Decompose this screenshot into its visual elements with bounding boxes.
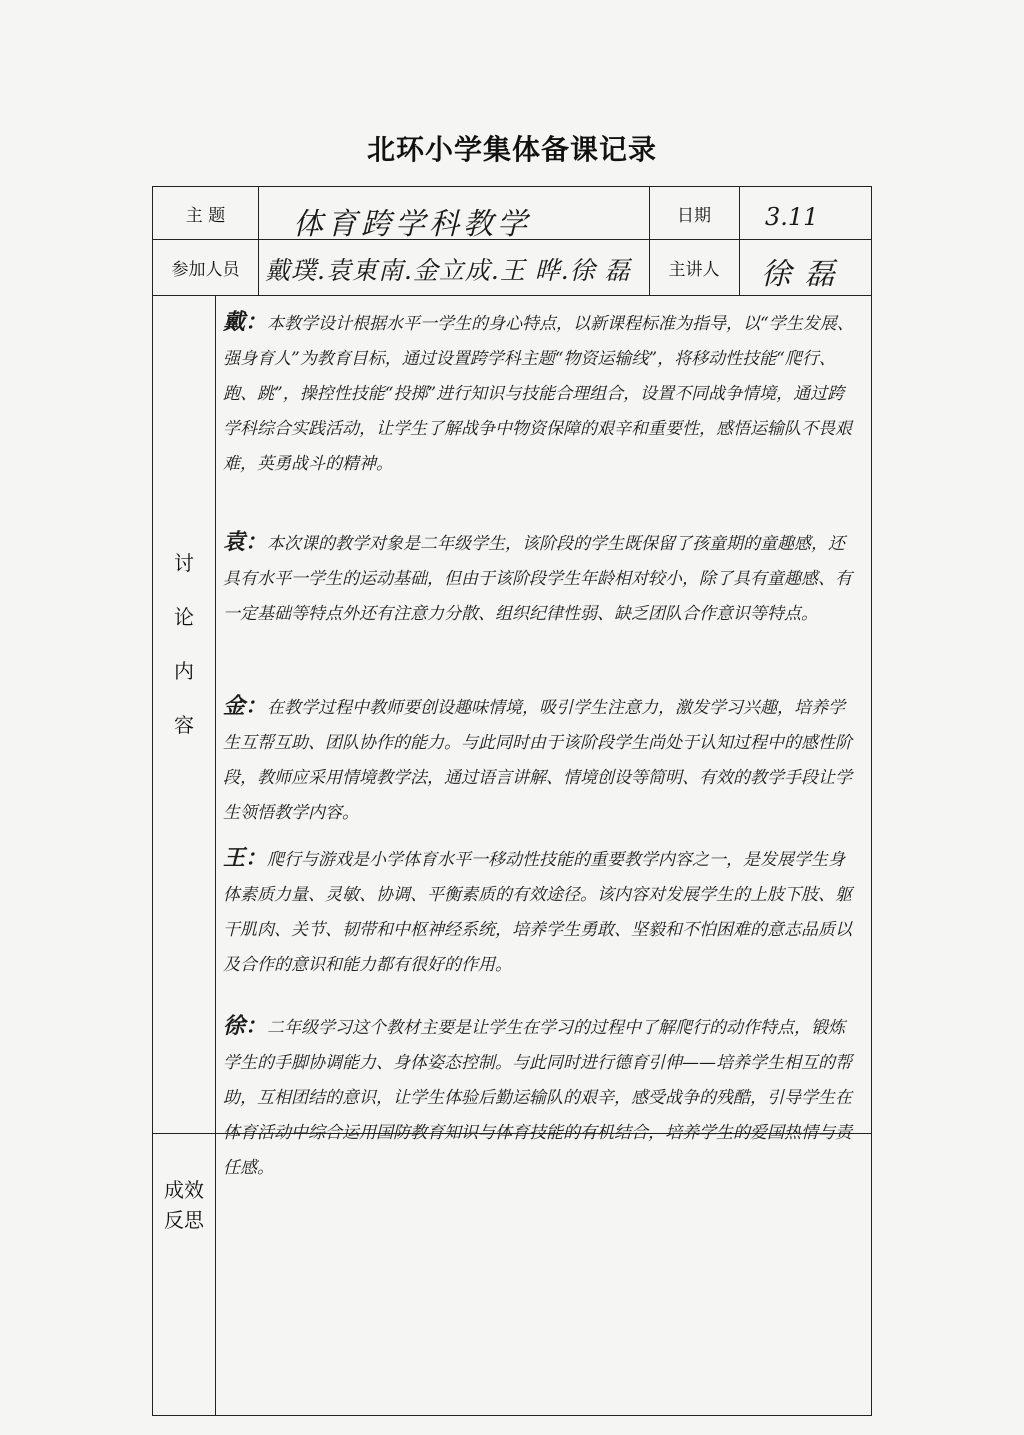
topic-value: 体育跨学科教学 [293,207,531,242]
topic-label: 主 题 [185,205,226,226]
column-divider [739,187,740,295]
date-label: 日期 [677,205,711,226]
discussion-text: 本教学设计根据水平一学生的身心特点，以新课程标准为指导，以“学生发展、强身育人”为教育目标，通过设置跨学科主题“物资运输线”，将移动性技能“爬行、跑、跳”，操控性技能“投掷”进行知识与技能合理组合，设置不同战争情境，通过跨学科综合实践活动，让学生了解战争中物资保障的艰辛和重要性，感悟运输队不畏艰难，英勇战斗的精神。 [223,314,854,474]
lesson-record-form [152,186,872,1416]
participants-label: 参加人员 [171,259,240,280]
reflection-label-line: 反思 [164,1208,204,1232]
reflection-label-line: 成效 [164,1178,204,1202]
speaker-name: 徐： [223,1013,268,1039]
discussion-label [153,547,215,763]
row-divider [153,295,871,296]
discussion-text: 二年级学习这个教材主要是让学生在学习的过程中了解爬行的动作特点，锻炼学生的手脚协调能力、身体姿态控制。与此同时进行德育引伸——培养学生相互的帮助，互相团结的意识，让学生体验后勤运输队的艰辛，感受战争的残酷，引导学生在体育活动中综合运用国防教育知识与体育技能的有机结合，培养学生的爱国热情与责任感。 [223,1018,852,1178]
discussion-entry [223,525,858,632]
discussion-label-char: 讨 [174,551,194,575]
participants-value: 戴璞.袁東南.金立成.王 晔.徐 磊 [265,256,631,285]
page-title: 北环小学集体备课记录 [366,133,657,166]
discussion-entry [223,305,858,482]
discussion-entry [223,841,858,983]
discussion-label-char: 论 [174,605,194,629]
speaker-name: 王： [223,845,268,871]
column-divider [258,187,259,295]
date-value: 3.11 [765,203,819,231]
discussion-entry [223,689,858,831]
lecturer-value: 徐 磊 [761,257,837,292]
column-divider [215,295,216,1415]
discussion-label-char: 内 [174,659,194,683]
discussion-text: 爬行与游戏是小学体育水平一移动性技能的重要教学内容之一，是发展学生身体素质力量、灵敏、协调、平衡素质的有效途径。该内容对发展学生的上肢下肢、躯干肌肉、关节、韧带和中枢神经系统，培养学生勇敢、坚毅和不怕困难的意志品质以及合作的意识和能力都有很好的作用。 [223,850,852,975]
discussion-label-char: 容 [174,713,194,737]
speaker-name: 金： [223,693,268,719]
discussion-entry [223,1009,858,1186]
speaker-name: 袁： [223,529,268,555]
discussion-text: 在教学过程中教师要创设趣味情境，吸引学生注意力，激发学习兴趣，培养学生互帮互助、团队协作的能力。与此同时由于该阶段学生尚处于认知过程中的感性阶段，教师应采用情境教学法，通过语言讲解、情境创设等简明、有效的教学手段让学生领悟教学内容。 [223,698,852,823]
discussion-text: 本次课的教学对象是二年级学生，该阶段的学生既保留了孩童期的童趣感，还具有水平一学生的运动基础，但由于该阶段学生年龄相对较小，除了具有童趣感、有一定基础等特点外还有注意力分散、组织纪律性弱、缺乏团队合作意识等特点。 [223,534,852,624]
reflection-label [153,1175,215,1235]
lecturer-label: 主讲人 [668,259,720,280]
speaker-name: 戴： [223,309,268,335]
